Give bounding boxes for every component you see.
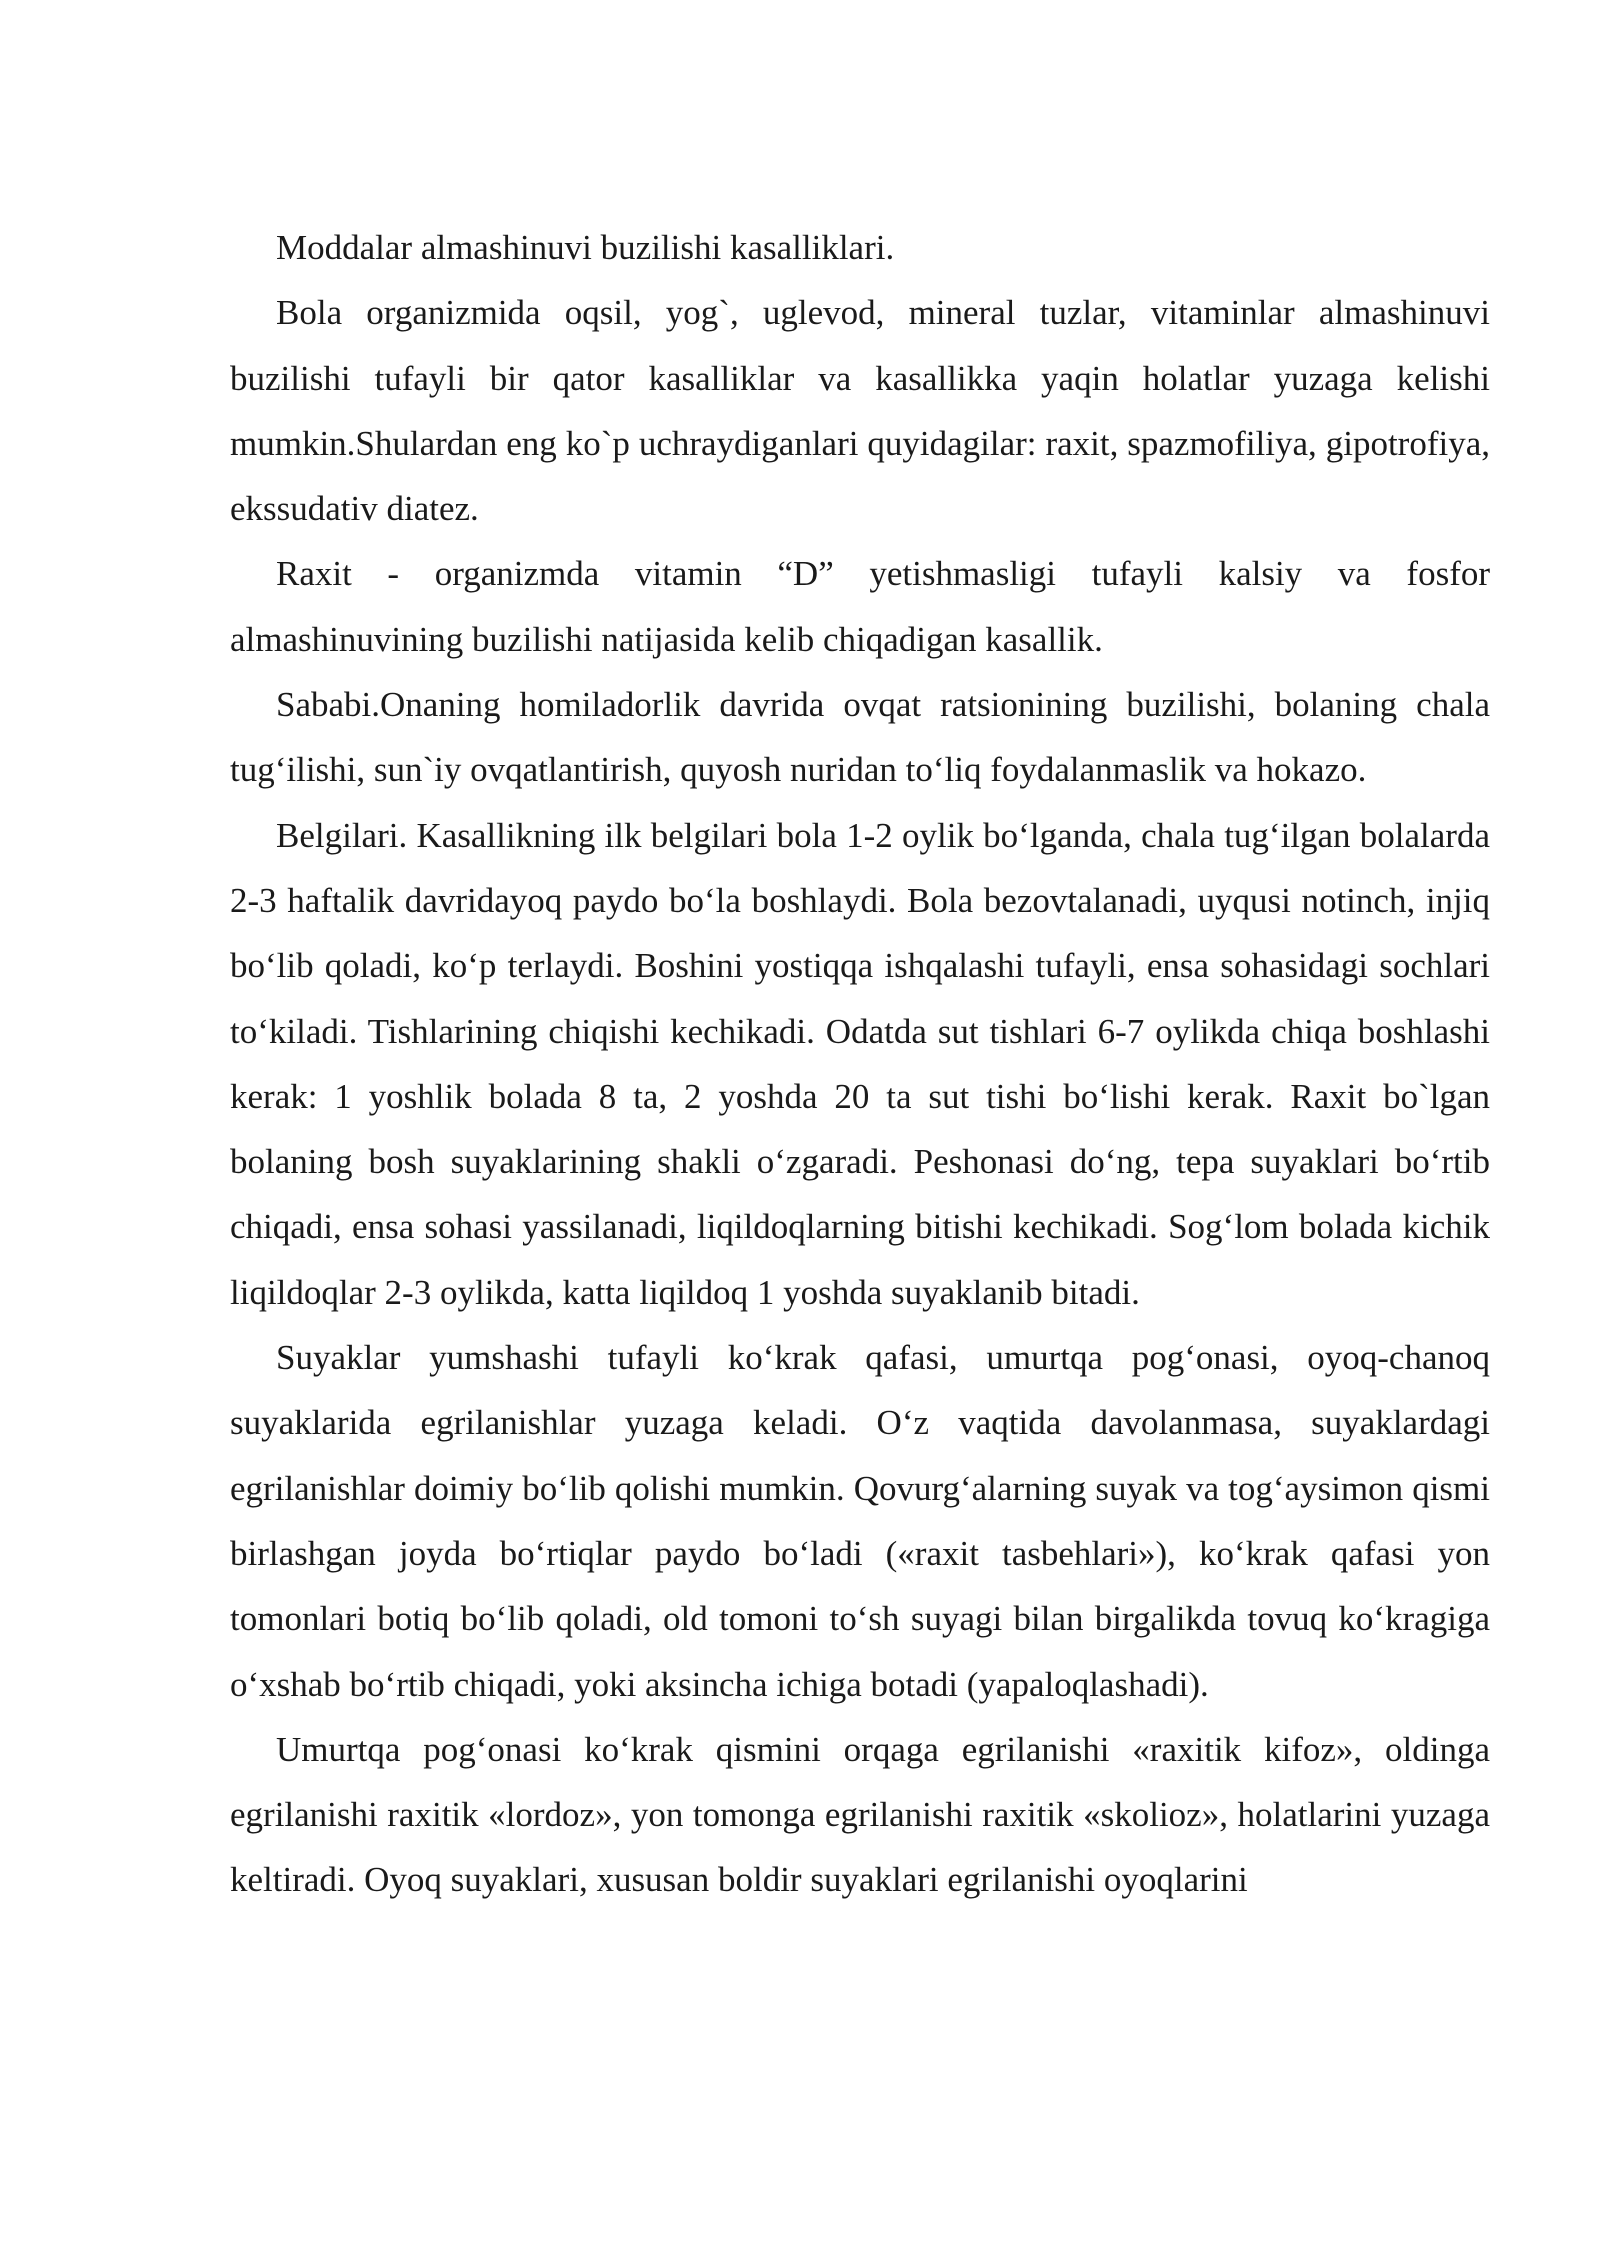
paragraph-causes: Sababi.Onaning homiladorlik davrida ovqat ratsionining buzilishi, bolaning chala tug‘ilishi, sun`iy ovqatlantirish, quyosh nuridan to‘liq foydalanmaslik va hokazo.	[230, 685, 1490, 790]
paragraph-bone-deformation: Suyaklar yumshashi tufayli ko‘krak qafasi, umurtqa pog‘onasi, oyoq-chanoq suyaklarida egrilanishlar yuzaga keladi. O‘z vaqtida davolanmasa, suyaklardagi egrilanishlar doimiy bo‘lib qolishi mumkin. Qovurg‘alarning suyak va tog‘aysimon qismi birlashgan joyda bo‘rtiqlar paydo bo‘ladi («raxit tasbehlari»), ko‘krak qafasi yon tomonlari botiq bo‘lib qoladi, old tomoni to‘sh suyagi bilan birgalikda tovuq ko‘kragiga o‘xshab bo‘rtib chiqadi, yoki aksincha ichiga botadi (yapaloqlashadi).	[230, 1338, 1490, 1704]
document-body	[230, 215, 1490, 1913]
paragraph-raxit-definition: Raxit - organizmda vitamin “D” yetishmasligi tufayli kalsiy va fosfor almashinuvining buzilishi natijasida kelib chiqadigan kasallik.	[230, 554, 1490, 659]
paragraph-symptoms: Belgilari. Kasallikning ilk belgilari bola 1-2 oylik bo‘lganda, chala tug‘ilgan bolalarda 2-3 haftalik davridayoq paydo bo‘la boshlaydi. Bola bezovtalanadi, uyqusi notinch, injiq bo‘lib qoladi, ko‘p terlaydi. Boshini yostiqqa ishqalashi tufayli, ensa sohasidagi sochlari to‘kiladi. Tishlarining chiqishi kechikadi. Odatda sut tishlari 6-7 oylikda chiqa boshlashi kerak: 1 yoshlik bolada 8 ta, 2 yoshda 20 ta sut tishi bo‘lishi kerak. Raxit bo`lgan bolaning bosh suyaklarining shakli o‘zgaradi. Peshonasi do‘ng, tepa suyaklari bo‘rtib chiqadi, ensa sohasi yassilanadi, liqildoqlarning bitishi kechikadi. Sog‘lom bolada kichik liqildoqlar 2-3 oylikda, katta liqildoq 1 yoshda suyaklanib bitadi.	[230, 815, 1490, 1312]
section-title: Moddalar almashinuvi buzilishi kasalliklari.	[276, 228, 895, 267]
paragraph-intro: Bola organizmida oqsil, yog`, uglevod, mineral tuzlar, vitaminlar almashinuvi buzilishi tufayli bir qator kasalliklar va kasallikka yaqin holatlar yuzaga kelishi mumkin.Shulardan eng ko`p uchraydiganlari quyidagilar: raxit, spazmofiliya, gipotrofiya, ekssudativ diatez.	[230, 293, 1490, 529]
paragraph-spine-curvature: Umurtqa pog‘onasi ko‘krak qismini orqaga egrilanishi «raxitik kifoz», oldinga egrilanishi raxitik «lordoz», yon tomonga egrilanishi raxitik «skolioz», holatlarini yuzaga keltiradi. Oyoq suyaklari, xususan boldir suyaklari egrilanishi oyoqlarini	[230, 1729, 1490, 1900]
